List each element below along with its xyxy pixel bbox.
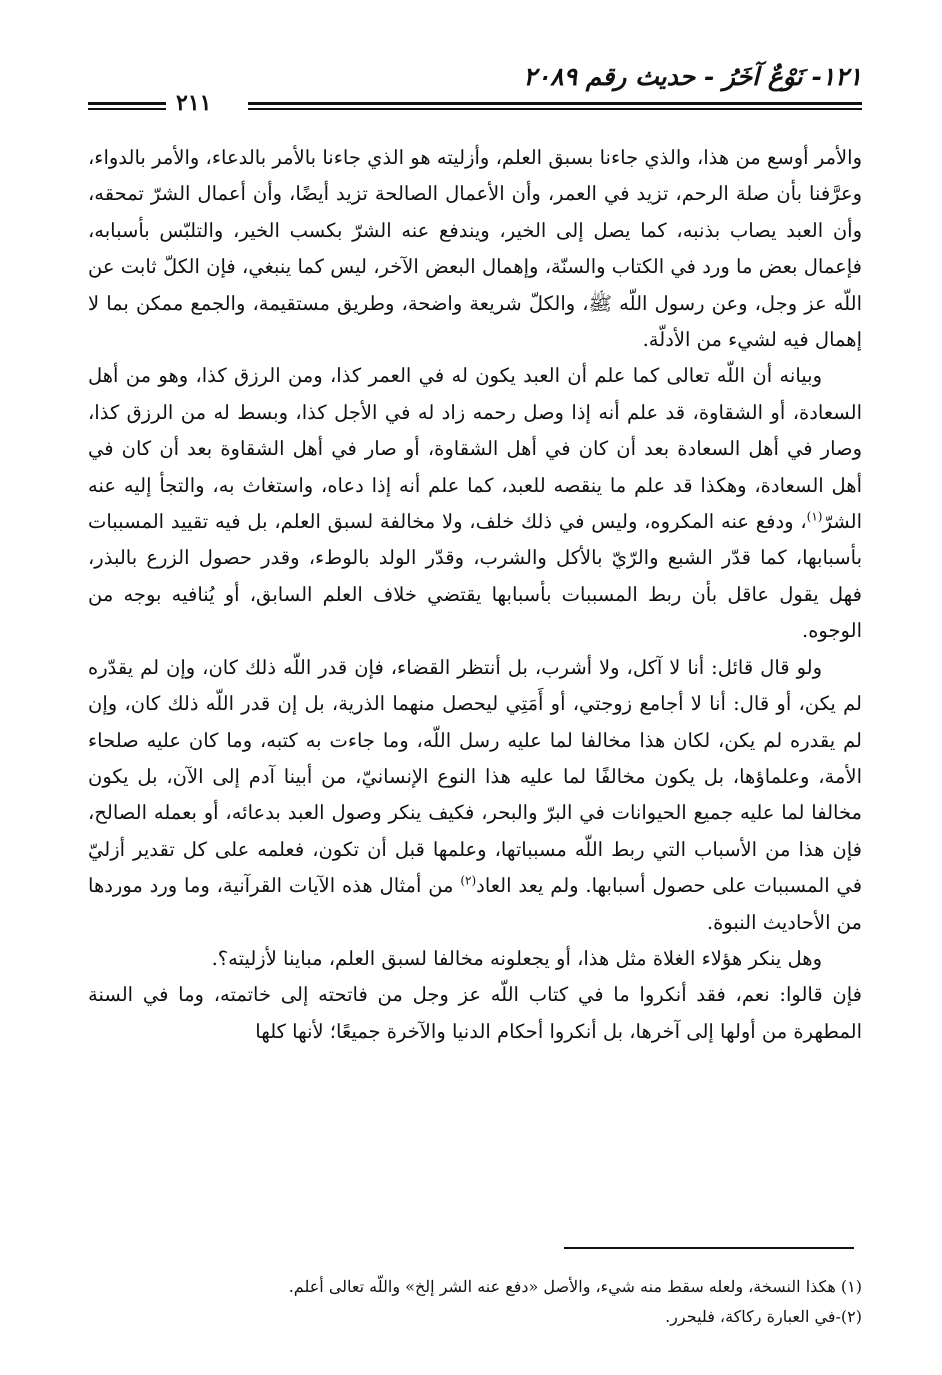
paragraph-1: والأمر أوسع من هذا، والذي جاءنا بسبق العلم، وأزليته هو الذي جاءنا بالأمر بالدعاء، والأمر بالدواء، وعرَّفنا بأن صلة الرحم، تزيد في العمر، وأن الأعمال الصالحة تزيد أيضًا، وأن أعمال الشرّ تمحقه، وأن العبد يصاب بذنبه، كما يصل إلى الخير، ويندفع عنه الشرّ بكسب الخير، والتلبّس بأسبابه، فإعمال بعض ما ورد في الكتاب والسنّة، وإهمال البعض الآخر، ليس كما ينبغي، فإن الكلّ ثابت عن اللّه عز وجل، وعن رسول اللّه ﷺ، والكلّ شريعة واضحة، وطريق مستقيمة، والجمع ممكن بما لا إهمال فيه لشيء من الأدلّة.: [88, 146, 862, 352]
main-text: [88, 140, 862, 1050]
footnote-divider: [564, 1247, 854, 1249]
paragraph-3: ولو قال قائل: أنا لا آكل، ولا أشرب، بل أنتظر القضاء، فإن قدر اللّه ذلك كان، وإن لم يقدّره لم يكن، أو قال: أنا لا أجامع زوجتي، أو أَمَتِي ليحصل منهما الذرية، بل إن قدر اللّه ذلك كان، وإن لم يقدره لم يكن، لكان هذا مخالفا لما عليه رسل اللّه، وما جاءت به كتبه، وما كان عليه صلحاء الأمة، وعلماؤها، بل يكون مخالفًا لما عليه هذا النوع الإنسانيّ، من أبينا آدم إلى الآن، بل يكون مخالفا لما عليه جميع الحيوانات في البرّ والبحر، فكيف ينكر وصول العبد بدعائه، أو بعمله الصالح، فإن هذا من الأسباب التي ربط اللّه مسبباتها، وعلمها قبل أن تكون، فعلمه على كل تقدير أزليّ في المسببات على حصول أسبابها. ولم يعد العاد$^{(٢)}$ من أمثال هذه الآيات القرآنية، وما ورد موردها من الأحاديث النبوة.: [88, 655, 863, 934]
footnote-ref-2: (٢): [460, 873, 477, 888]
paragraph-2: وبيانه أن اللّه تعالى كما علم أن العبد يكون له في العمر كذا، ومن الرزق كذا، وهو من أهل السعادة، أو الشقاوة، قد علم أنه إذا وصل رحمه زاد له في الأجل كذا، وبسط له من الرزق كذا، وصار في أهل السعادة بعد أن كان في أهل الشقاوة، أو صار في أهل الشقاوة بعد أن كان في أهل السعادة، وهكذا قد علم ما ينقصه للعبد، كما علم أنه إذا دعاه، واستغاث به، والتجأ إليه عنه الشرّ$^{(١)}$، ودفع عنه المكروه، وليس في ذلك خلف، ولا مخالفة لسبق العلم، بل فيه تقييد المسببات بأسبابها، كما قدّر الشبع والرّيّ بالأكل والشرب، وقدّر الولد بالوطء، وقدر حصول الزرع بالبذر، فهل يقول عاقل بأن ربط المسببات بأسبابها يقتضي خلاف العلم السابق، أو يُنافيه بوجه من الوجوه.: [88, 364, 862, 643]
header-rule: [248, 102, 862, 110]
footnote-1: (١) هكذا النسخة، ولعله سقط منه شيء، والأصل «دفع عنه الشر إلخ» واللّه تعالى أعلم.: [288, 1277, 862, 1296]
footnote-ref-1: (١): [806, 509, 823, 524]
paragraph-4: وهل ينكر هؤلاء الغلاة مثل هذا، أو يجعلونه مخالفا لسبق العلم، مباينا لأزليته؟.: [211, 946, 822, 970]
footnotes: [88, 1272, 862, 1332]
header-rule-short: [88, 102, 166, 110]
page-number: ٢١١: [176, 90, 212, 116]
running-title: ١٢١- نَوْعٌ آخَرُ - حديث رقم ٢٠٨٩: [523, 62, 862, 91]
paragraph-5: فإن قالوا: نعم، فقد أنكروا ما في كتاب اللّه عز وجل من فاتحته إلى خاتمته، وما في السنة المطهرة من أولها إلى آخرها، بل أنكروا أحكام الدنيا والآخرة جميعًا؛ لأنها كلها: [88, 983, 862, 1043]
footnote-2: (٢)-في العبارة ركاكة، فليحرر.: [665, 1307, 862, 1326]
page-header: [88, 62, 862, 122]
